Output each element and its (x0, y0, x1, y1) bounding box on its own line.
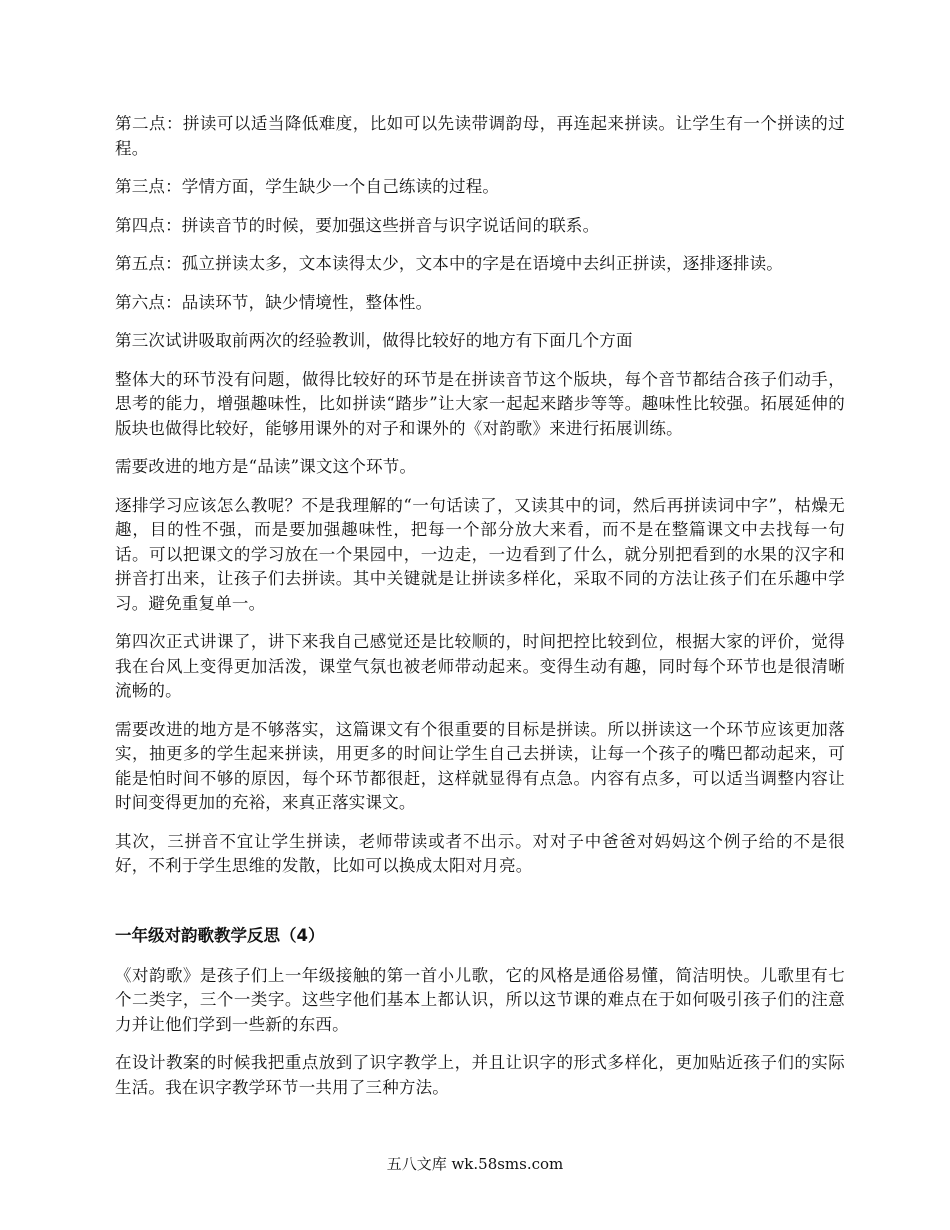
document-body (115, 112, 845, 1114)
paragraph: 在设计教案的时候我把重点放到了识字教学上，并且让识字的形式多样化，更加贴近孩子们的实际生活。我在识字教学环节一共用了三种方法。 (115, 1053, 845, 1097)
paragraph: 第三次试讲吸取前两次的经验教训，做得比较好的地方有下面几个方面 (115, 331, 633, 350)
paragraph: 需要改进的地方是“品读”课文这个环节。 (115, 457, 417, 476)
paragraph: 第四点：拼读音节的时候，要加强这些拼音与识字说话间的联系。 (115, 215, 600, 235)
section-heading: 一年级对韵歌教学反思（4） (115, 925, 325, 945)
paragraph: 整体大的环节没有问题，做得比较好的环节是在拼读音节这个版块，每个音节都结合孩子们动手，思考的能力，增强趣味性，比如拼读“踏步”让大家一起起来踏步等等。趣味性比较强。拓展延伸的版块也做得比较好，能够用课外的对子和课外的《对韵歌》来进行拓展训练。 (115, 369, 845, 438)
paragraph: 《对韵歌》是孩子们上一年级接触的第一首小儿歌，它的风格是通俗易懂，简洁明快。儿歌里有七个二类字，三个一类字。这些字他们基本上都认识，所以这节课的难点在于如何吸引孩子们的注意力并让他们学到一些新的东西。 (115, 965, 845, 1034)
paragraph: 第四次正式讲课了，讲下来我自己感觉还是比较顺的，时间把控比较到位，根据大家的评价，觉得我在台风上变得更加活泼，课堂气氛也被老师带动起来。变得生动有趣，同时每个环节也是很清晰流畅的。 (115, 632, 845, 700)
page-footer: 五八文库 wk.58sms.com (386, 1155, 564, 1173)
paragraph: 第三点：学情方面，学生缺少一个自己练读的过程。 (115, 177, 500, 196)
paragraph: 其次，三拼音不宜让学生拼读，老师带读或者不出示。对对子中爸爸对妈妈这个例子给的不是很好，不利于学生思维的发散，比如可以换成太阳对月亮。 (115, 831, 845, 875)
paragraph: 第六点：品读环节，缺少情境性，整体性。 (115, 292, 433, 312)
paragraph: 第二点：拼读可以适当降低难度，比如可以先读带调韵母，再连起来拼读。让学生有一个拼读的过程。 (115, 114, 845, 158)
paragraph: 逐排学习应该怎么教呢？不是我理解的“一句话读了，又读其中的词，然后再拼读词中字”，枯燥无趣，目的性不强，而是要加强趣味性，把每一个部分放大来看，而不是在整篇课文中去找每一句话。可以把课文的学习放在一个果园中，一边走，一边看到了什么，就分别把看到的水果的汉字和拼音打出来，让孩子们去拼读。其中关键就是让拼读多样化，采取不同的方法让孩子们在乐趣中学习。避免重复单一。 (115, 495, 845, 613)
paragraph: 需要改进的地方是不够落实，这篇课文有个很重要的目标是拼读。所以拼读这一个环节应该更加落实，抽更多的学生起来拼读，用更多的时间让学生自己去拼读，让每一个孩子的嘴巴都动起来，可能是怕时间不够的原因，每个环节都很赶，这样就显得有点急。内容有点多，可以适当调整内容让时间变得更加的充裕，来真正落实课文。 (115, 719, 845, 812)
paragraph: 第五点：孤立拼读太多，文本读得太少，文本中的字是在语境中去纠正拼读，逐排逐排读。 (115, 254, 783, 273)
